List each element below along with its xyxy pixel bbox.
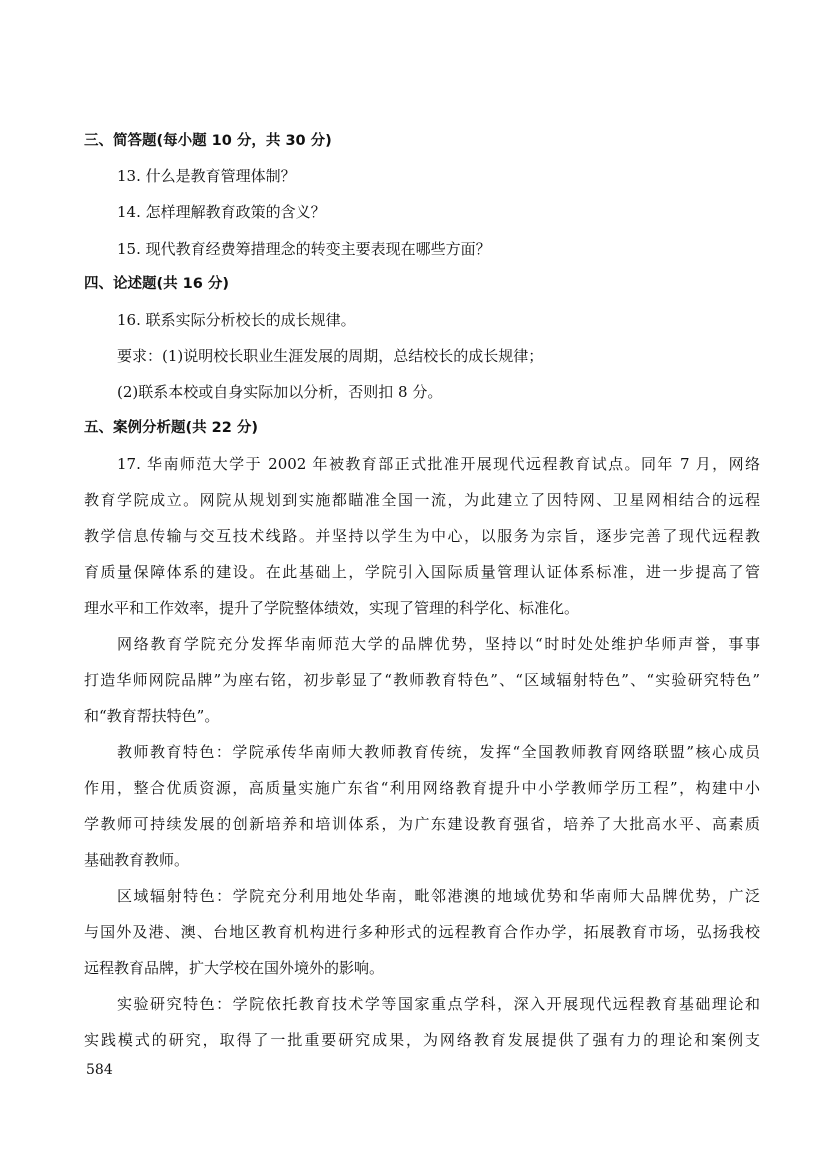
case-line-10: 作用，整合优质资源，高质量实施广东省“利用网络教育提升中小学教师学历工程”，构建中小 — [84, 779, 760, 797]
case-line-16: 实验研究特色：学院依托教育技术学等国家重点学科，深入开展现代远程教育基础理论和 — [117, 995, 760, 1013]
requirement-1: 要求：(1)说明校长职业生涯发展的周期，总结校长的成长规律； — [117, 347, 544, 365]
case-line-17: 实践模式的研究，取得了一批重要研究成果，为网络教育发展提供了强有力的理论和案例支 — [84, 1031, 760, 1049]
case-line-5: 理水平和工作效率，提升了学院整体绩效，实现了管理的科学化、标准化。 — [84, 599, 580, 617]
question-16: 16. 联系实际分析校长的成长规律。 — [117, 311, 356, 329]
question-14: 14. 怎样理解教育政策的含义？ — [117, 203, 326, 221]
case-line-7: 打造华师网院品牌”为座右铭，初步彰显了“教师教育特色”、“区域辐射特色”、“实验研究特色” — [84, 671, 760, 689]
case-line-2: 教育学院成立。网院从规划到实施都瞄准全国一流，为此建立了因特网、卫星网相结合的远程 — [84, 491, 760, 509]
question-15: 15. 现代教育经费筹措理念的转变主要表现在哪些方面？ — [117, 240, 491, 258]
case-line-9: 教师教育特色：学院承传华南师大教师教育传统，发挥“全国教师教育网络联盟”核心成员 — [117, 743, 760, 761]
page-number: 584 — [86, 1062, 113, 1078]
question-13: 13. 什么是教育管理体制？ — [117, 167, 296, 185]
case-line-11: 学教师可持续发展的创新培养和培训体系，为广东建设教育强省，培养了大批高水平、高素质 — [84, 815, 760, 833]
case-line-4: 育质量保障体系的建设。在此基础上，学院引入国际质量管理认证体系标准，进一步提高了管 — [84, 563, 760, 581]
requirement-2: (2)联系本校或自身实际加以分析，否则扣 8 分。 — [117, 383, 443, 401]
section-3-heading: 三、简答题(每小题 10 分，共 30 分) — [84, 133, 332, 149]
case-line-12: 基础教育教师。 — [84, 851, 190, 869]
case-line-3: 教学信息传输与交互技术线路。并坚持以学生为中心，以服务为宗旨，逐步完善了现代远程教 — [84, 527, 760, 545]
case-line-1: 17. 华南师范大学于 2002 年被教育部正式批准开展现代远程教育试点。同年 7 月，网络 — [117, 455, 760, 473]
case-line-6: 网络教育学院充分发挥华南师范大学的品牌优势，坚持以“时时处处维护华师声誉，事事 — [117, 635, 760, 653]
case-line-15: 远程教育品牌，扩大学校在国外境外的影响。 — [84, 959, 385, 977]
case-line-8: 和“教育帮扶特色”。 — [84, 707, 220, 725]
case-line-13: 区域辐射特色：学院充分利用地处华南，毗邻港澳的地域优势和华南师大品牌优势，广泛 — [117, 887, 760, 905]
case-line-14: 与国外及港、澳、台地区教育机构进行多种形式的远程教育合作办学，拓展教育市场，弘扬我校 — [84, 923, 760, 941]
section-5-heading: 五、案例分析题(共 22 分) — [84, 420, 259, 436]
section-4-heading: 四、论述题(共 16 分) — [84, 276, 230, 292]
